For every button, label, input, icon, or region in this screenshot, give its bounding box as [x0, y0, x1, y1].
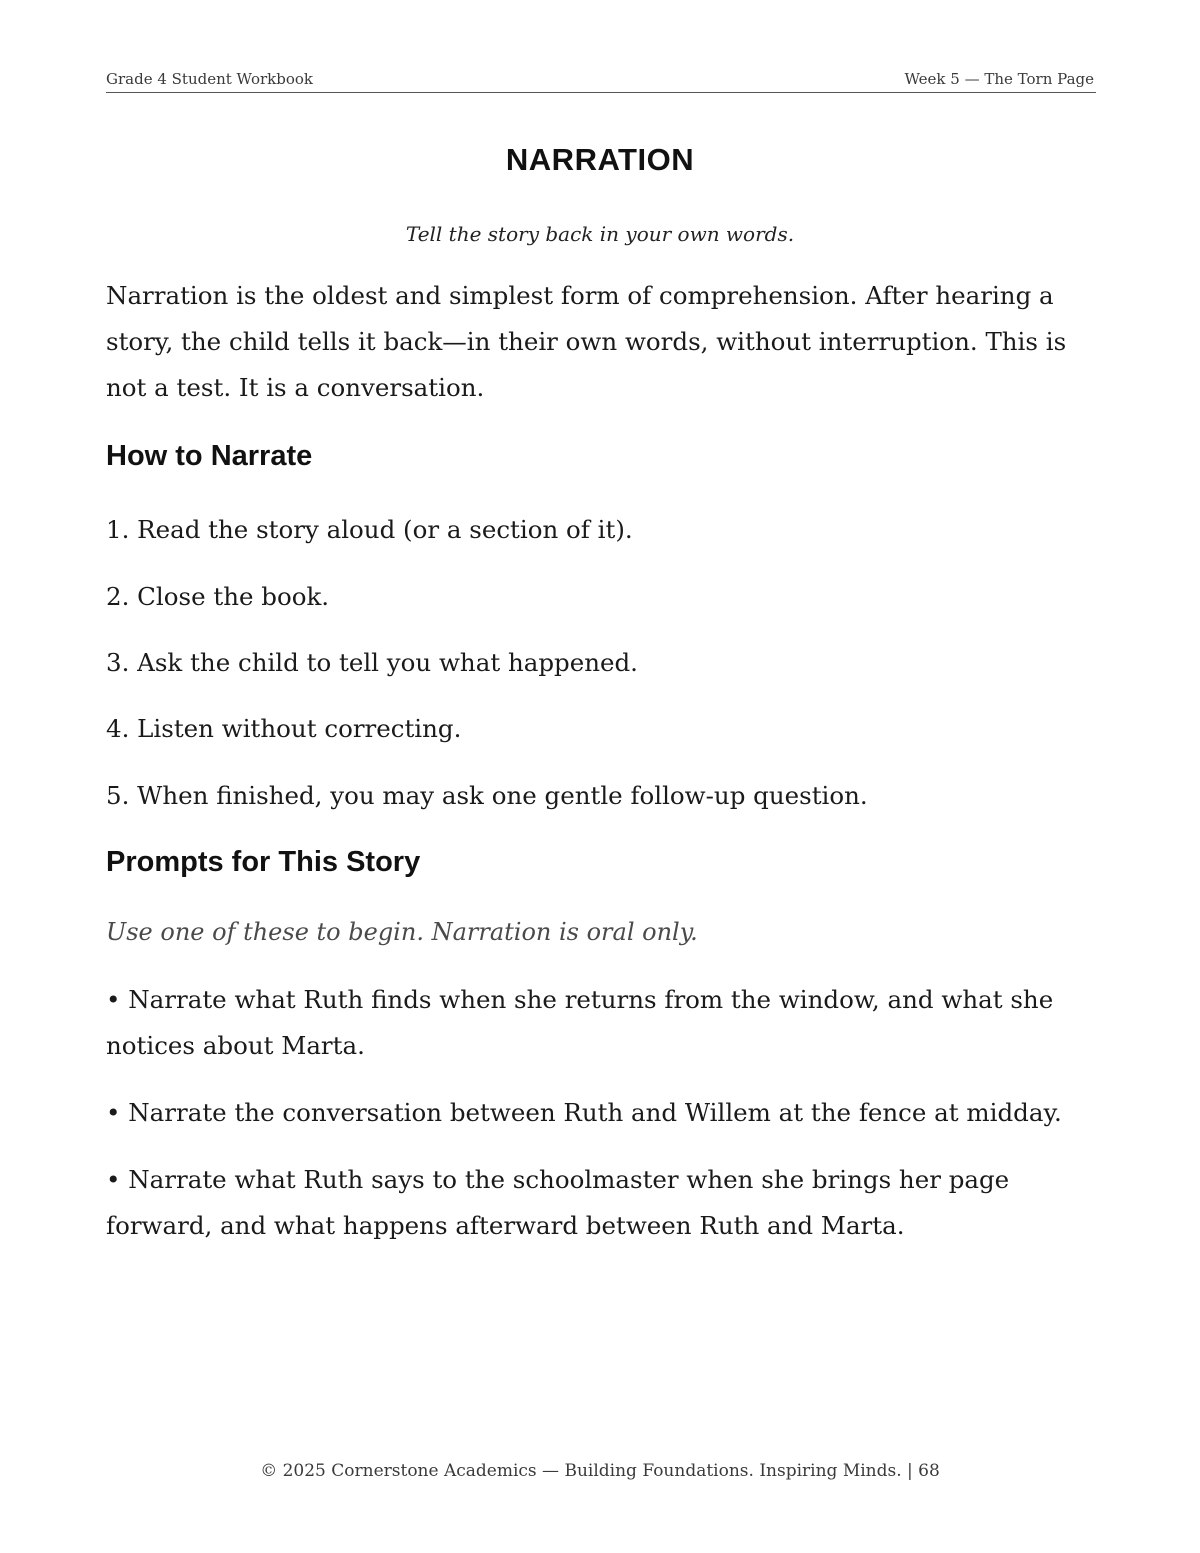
step-item: 3. Ask the child to tell you what happened.	[106, 648, 638, 677]
page-subtitle: Tell the story back in your own words.	[405, 222, 795, 246]
prompts-note: Use one of these to begin. Narration is oral only.	[106, 918, 698, 946]
prompt-item: • Narrate what Ruth finds when she returns from the window, and what she notices about Marta.	[106, 985, 1054, 1060]
step-item: 2. Close the book.	[106, 582, 330, 611]
how-to-narrate-heading: How to Narrate	[106, 440, 313, 472]
step-item: 4. Listen without correcting.	[106, 714, 462, 743]
prompts-heading: Prompts for This Story	[106, 846, 421, 878]
page-footer: © 2025 Cornerstone Academics — Building Foundations. Inspiring Minds. | 68	[260, 1461, 940, 1481]
header-workbook-title: Grade 4 Student Workbook	[106, 70, 313, 88]
prompt-item: • Narrate what Ruth says to the schoolmaster when she brings her page forward, and what happens afterward between Ruth and Marta.	[106, 1165, 1010, 1240]
prompt-item: • Narrate the conversation between Ruth and Willem at the fence at midday.	[106, 1098, 1062, 1127]
step-item: 1. Read the story aloud (or a section of it).	[106, 515, 633, 544]
running-header	[106, 68, 1096, 93]
header-week-title: Week 5 — The Torn Page	[904, 70, 1094, 88]
step-item: 5. When finished, you may ask one gentle follow-up question.	[106, 781, 868, 810]
intro-paragraph: Narration is the oldest and simplest form of comprehension. After hearing a story, the child tells it back—in their own words, without interruption. This is not a test. It is a conversation.	[106, 281, 1067, 402]
page-title: NARRATION	[505, 142, 695, 177]
